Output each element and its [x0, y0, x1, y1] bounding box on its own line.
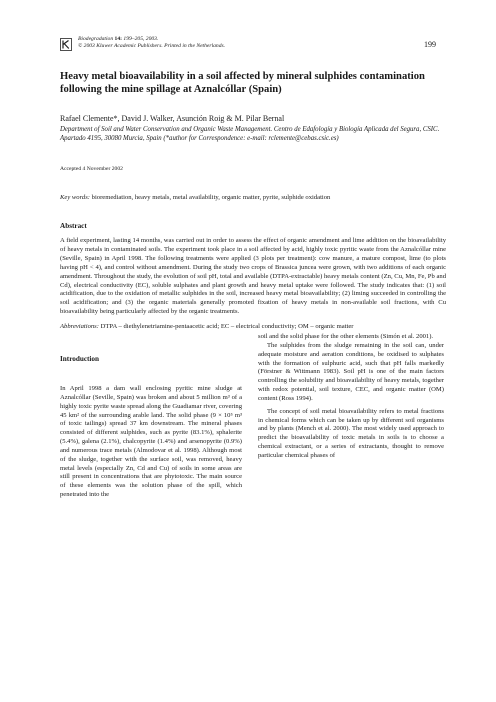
page-number: 199: [424, 40, 436, 49]
publisher-logo-icon: [60, 38, 72, 51]
abbreviations-text: DTPA – diethylenetriamine-pentaacetic acid; EC – electrical conductivity; OM – organic matter: [100, 323, 354, 330]
abstract-text: A field experiment, lasting 14 months, was carried out in order to assess the effect of organic amendment and lime addition on the bioavailability of heavy metals in contaminated soils. The experiment took place in a soil affected by acid, highly toxic pyritic waste from the Aznalcóllar mine (Seville, Spain) in April 1998. The following treatments were applied (3 plots per treatment): cow manure, a mature compost, lime (to plots having pH < 4), and control without amendment. During the study two crops of Brassica juncea were grown, with two additions of each organic amendment. Throughout the study, the evolution of soil pH, total and available (DTPA-extractable) heavy metals content (Zn, Cu, Mn, Fe, Pb and Cd), electrical conductivity (EC), soluble sulphates and plant growth and heavy metal uptake were followed. The study indicates that: (1) soil acidification, due to the oxidation of metallic sulphides in the soil, increased heavy metal bioavailability; (2) liming succeeded in controlling the soil acidification; and (3) the organic materials generally promoted fixation of heavy metals in non-available soil fractions, with Cu bioavailability being particularly affected by the organic treatments.: [60, 237, 446, 316]
journal-reference: [78, 36, 225, 51]
keywords-text: bioremediation, heavy metals, metal availability, organic matter, pyrite, sulphide oxidation: [91, 194, 331, 201]
copyright-line: © 2003 Kluwer Academic Publishers. Printed in the Netherlands.: [78, 43, 226, 50]
author-affiliation: Department of Soil and Water Conservation and Organic Waste Management. Centro de Edafología y Biología Aplicada del Segura, CSIC. Apartado 4195, 30080 Murcia, Spain (*author for Correspondence: e-mail: rclemente@cebas.csic.es): [60, 126, 440, 143]
intro-paragraph-2: The sulphides from the sludge remaining in the soil can, under adequate moisture and aeration conditions, be oxidised to sulphates with the formation of sulphuric acid, such that pH falls markedly (Förstner & Wittmann 1983). Soil pH is one of the main factors controlling the solubility and bioavailability of heavy metals, together with redox potential, soil texture, CEC, and organic matter (OM) content (Ross 1994).: [258, 341, 444, 402]
introduction-heading: Introduction: [60, 355, 100, 363]
author-list: Rafael Clemente*, David J. Walker, Asunción Roig & M. Pilar Bernal: [60, 114, 285, 123]
body-column-left: [60, 385, 242, 500]
article-title: Heavy metal bioavailability in a soil affected by mineral sulphides contamination following the mine spillage at Aznalcóllar (Spain): [60, 71, 425, 96]
journal-volume: 14:: [114, 36, 122, 42]
body-column-right: [258, 333, 444, 461]
abbreviations-label: Abbreviations:: [60, 323, 99, 330]
keywords-label: Key words:: [60, 194, 90, 201]
journal-pages: 199–205, 2003.: [123, 36, 159, 42]
intro-paragraph-3: The concept of soil metal bioavailability refers to metal fractions in chemical forms which can be taken up by different soil organisms and by plants (Mench et al. 2000). The most widely used approach to predict the bioavailability of toxic metals in soils is to choose a chemical extractant, or a series of extractants, thought to remove particular chemical phases of: [258, 407, 444, 459]
keywords-line: [60, 194, 446, 203]
abbreviations-line: [60, 323, 446, 332]
abstract-heading: Abstract: [60, 222, 87, 230]
accepted-date: Accepted 4 November 2002: [60, 166, 123, 172]
intro-paragraph-1: In April 1998 a dam wall enclosing pyritic mine sludge at Aznalcóllar (Seville, Spain) was broken and about 5 million m³ of a highly toxic pyrite waste spread along the Guadiamar river, covering 45 km² of the surrounding arable land. The solid phase (9 × 10⁵ m³ of toxic tailings) spread 37 km downstream. The mineral phases consisted of different sulphides, such as pyrite (83.1%), sphalerite (5.4%), galena (2.1%), chalcopyrite (1.4%) and arsenopyrite (0.9%) and numerous trace metals (Almodovar et al. 1998). Although most of the sludge, together with the surface soil, was removed, heavy metal levels (especially Zn, Cd and Cu) of soils in some areas are still present in concentrations that are phytotoxic. The main source of these elements was the solution phase of the spill, which penetrated into the: [60, 385, 242, 499]
journal-title: Biodegradation: [78, 36, 114, 42]
intro-paragraph-continued: soil and the solid phase for the other elements (Simón et al. 2001).: [258, 333, 434, 340]
